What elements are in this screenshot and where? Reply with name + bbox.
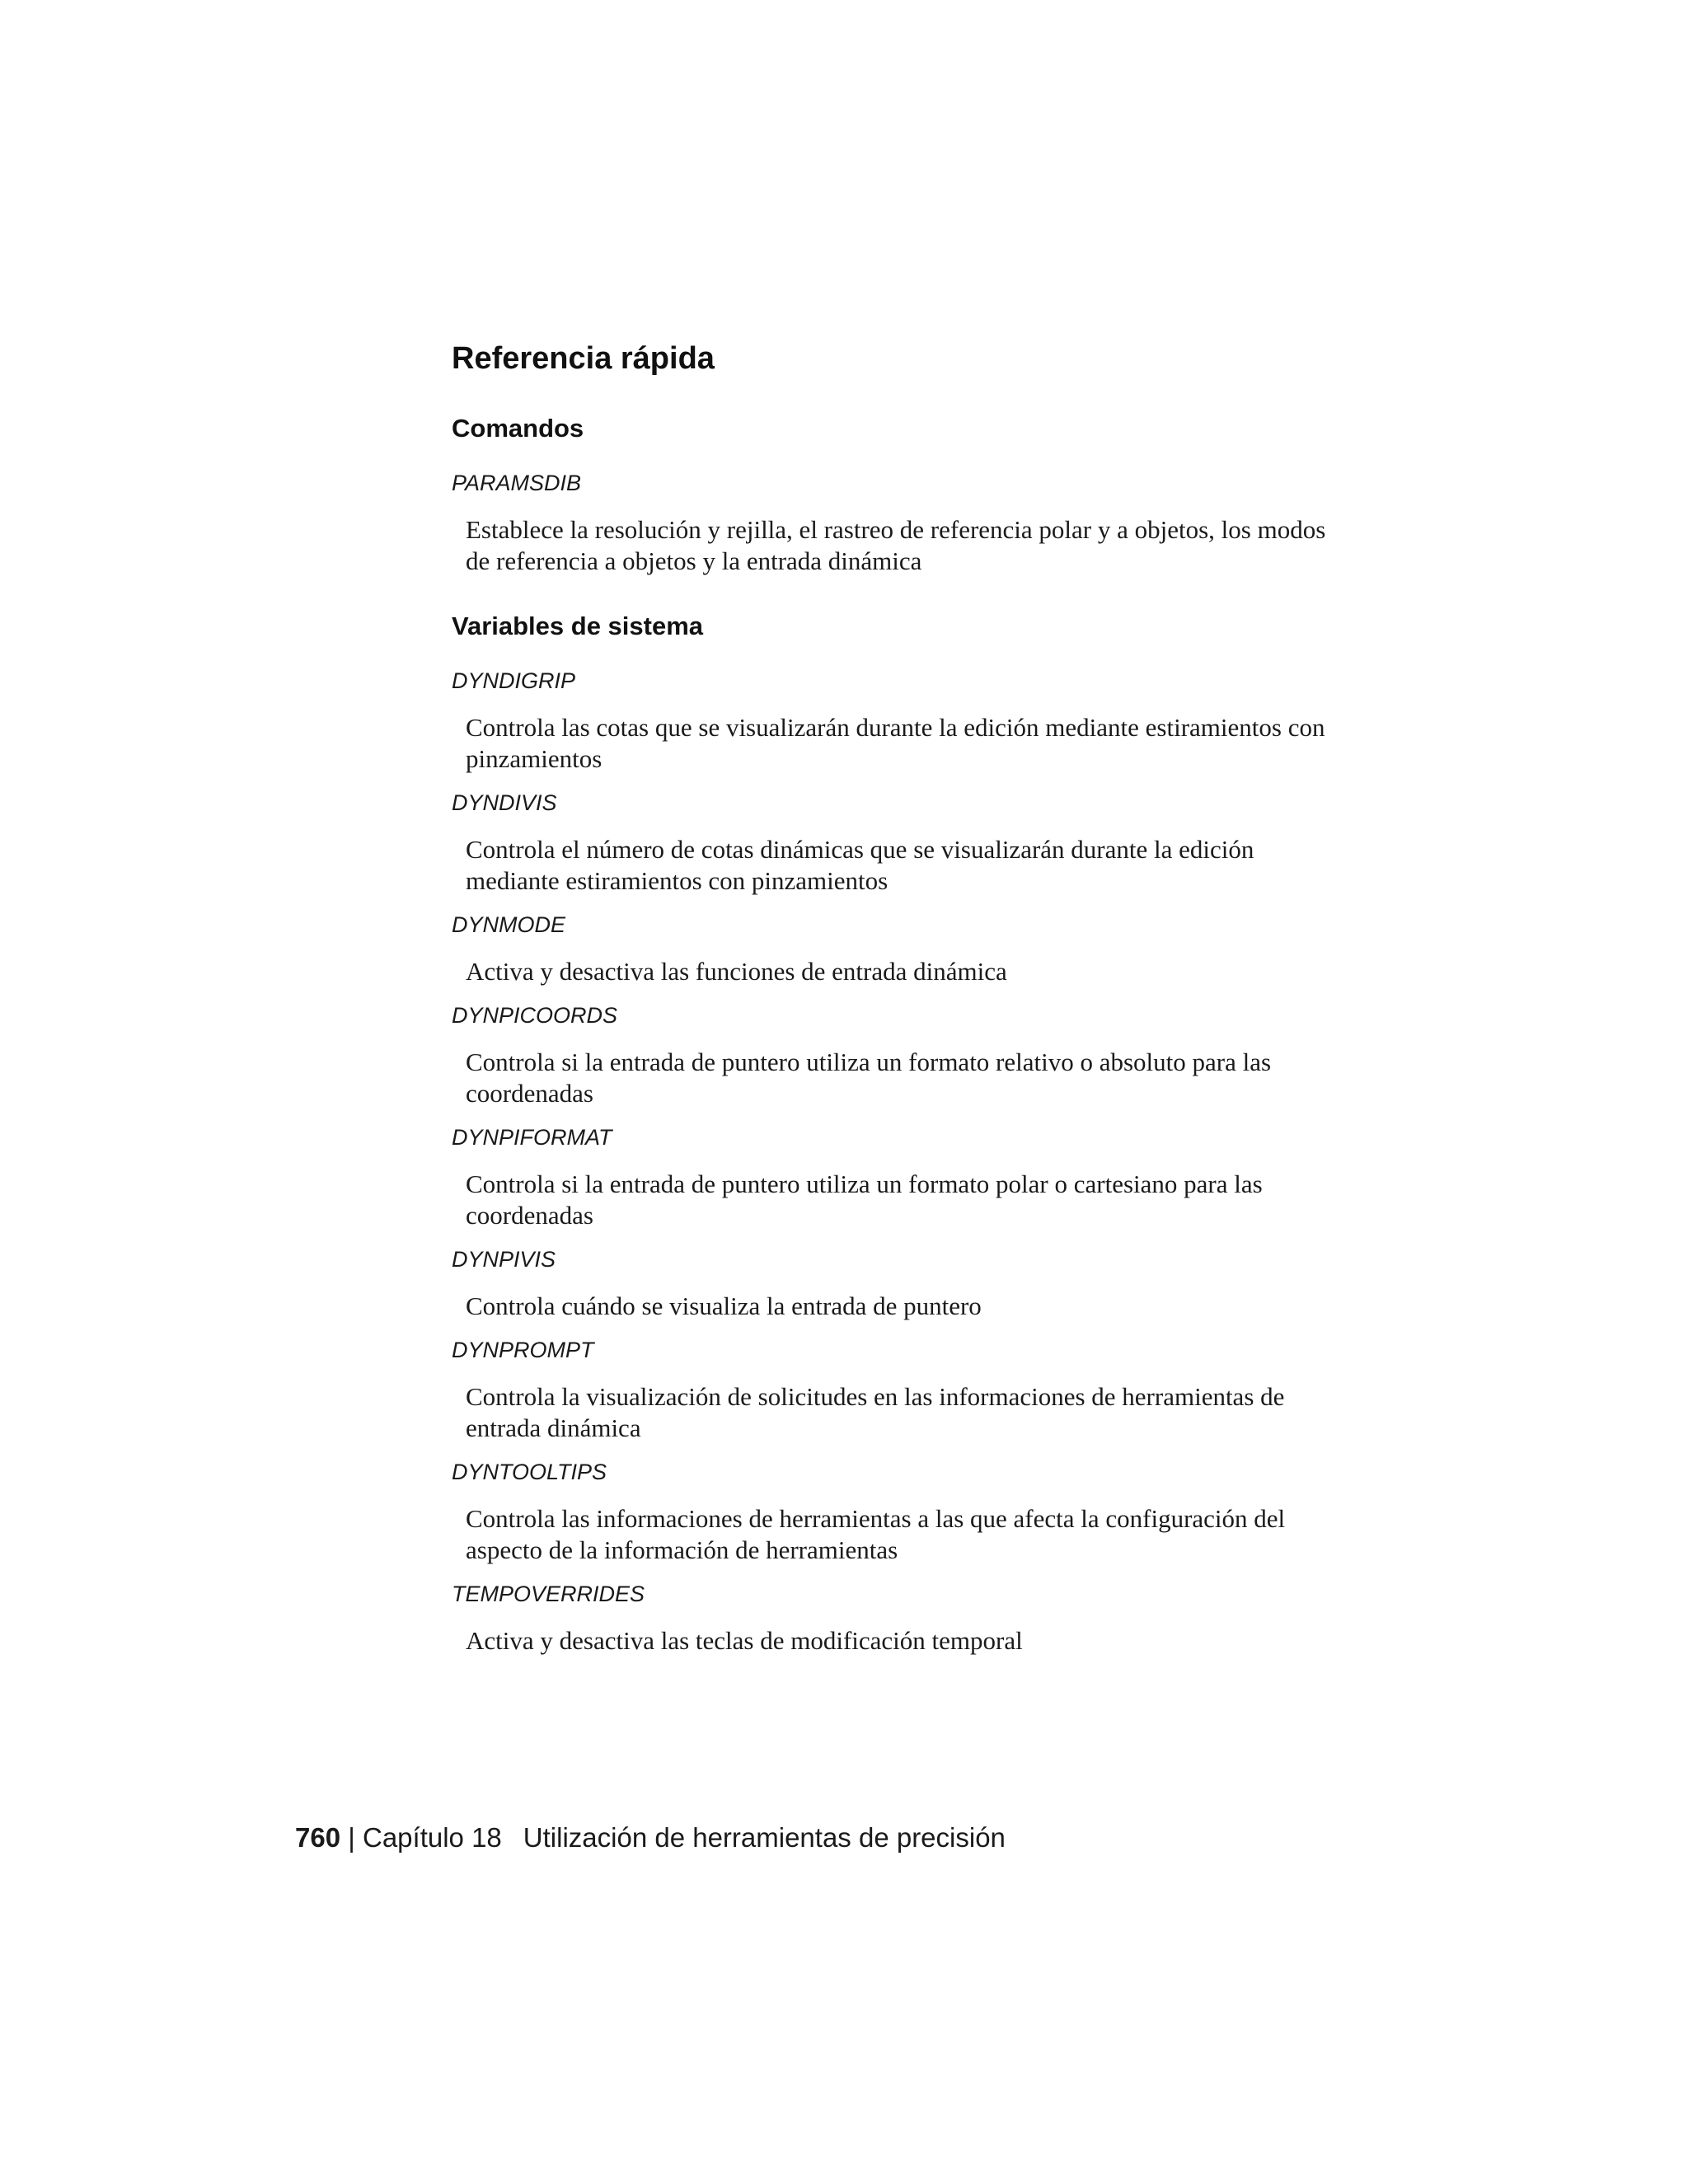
variable-entry-dyndigrip <box>452 666 1342 775</box>
variable-entry-dyntooltips <box>452 1457 1342 1566</box>
footer-chapter-title: Utilización de herramientas de precisión <box>523 1822 1006 1853</box>
variable-description: Controla si la entrada de puntero utiliza un formato polar o cartesiano para las coordenadas <box>466 1169 1263 1230</box>
variable-term: TEMPOVERRIDES <box>452 1582 645 1606</box>
variable-term: DYNDIGRIP <box>452 668 576 693</box>
page-footer <box>295 1820 1006 1856</box>
footer-separator: | <box>348 1822 355 1853</box>
page-number: 760 <box>295 1822 341 1853</box>
command-entry <box>452 468 1342 577</box>
variable-entry-tempoverrides <box>452 1579 1342 1657</box>
footer-chapter: Capítulo 18 <box>362 1822 502 1853</box>
variable-entry-dynpicoords <box>452 1001 1342 1109</box>
variable-description: Controla la visualización de solicitudes en las informaciones de herramientas de entrada dinámica <box>466 1382 1285 1442</box>
variable-term: DYNPIVIS <box>452 1247 556 1272</box>
variable-term: DYNPROMPT <box>452 1338 594 1362</box>
variable-entry-dyndivis <box>452 788 1342 897</box>
variable-description: Controla las informaciones de herramientas a las que afecta la configuración del aspecto de la información de herramientas <box>466 1504 1286 1564</box>
command-description: Establece la resolución y rejilla, el rastreo de referencia polar y a objetos, los modos de referencia a objetos y la entrada dinámica <box>466 515 1326 575</box>
variable-description: Controla las cotas que se visualizarán durante la edición mediante estiramientos con pinzamientos <box>466 713 1325 773</box>
variable-term: DYNMODE <box>452 912 566 937</box>
variable-description: Controla el número de cotas dinámicas que se visualizarán durante la edición mediante estiramientos con pinzamientos <box>466 835 1254 895</box>
variable-description: Controla cuándo se visualiza la entrada de puntero <box>466 1291 982 1320</box>
variable-entry-dynpivis <box>452 1244 1342 1322</box>
variable-entry-dynpiformat <box>452 1122 1342 1231</box>
command-term: PARAMSDIB <box>452 471 582 495</box>
variable-term: DYNTOOLTIPS <box>452 1460 607 1484</box>
variable-description: Controla si la entrada de puntero utiliza un formato relativo o absoluto para las coordenadas <box>466 1047 1272 1108</box>
variable-term: DYNPICOORDS <box>452 1003 618 1028</box>
section-title: Referencia rápida <box>452 341 715 376</box>
variable-entry-dynprompt <box>452 1335 1342 1444</box>
variable-entry-dynmode <box>452 910 1342 987</box>
system-variables-heading: Variables de sistema <box>452 612 704 640</box>
variable-term: DYNDIVIS <box>452 790 557 815</box>
commands-heading: Comandos <box>452 414 584 443</box>
page-content <box>452 338 1342 1670</box>
variable-description: Activa y desactiva las funciones de entrada dinámica <box>466 957 1007 986</box>
variable-description: Activa y desactiva las teclas de modificación temporal <box>466 1626 1023 1655</box>
variable-term: DYNPIFORMAT <box>452 1125 612 1150</box>
